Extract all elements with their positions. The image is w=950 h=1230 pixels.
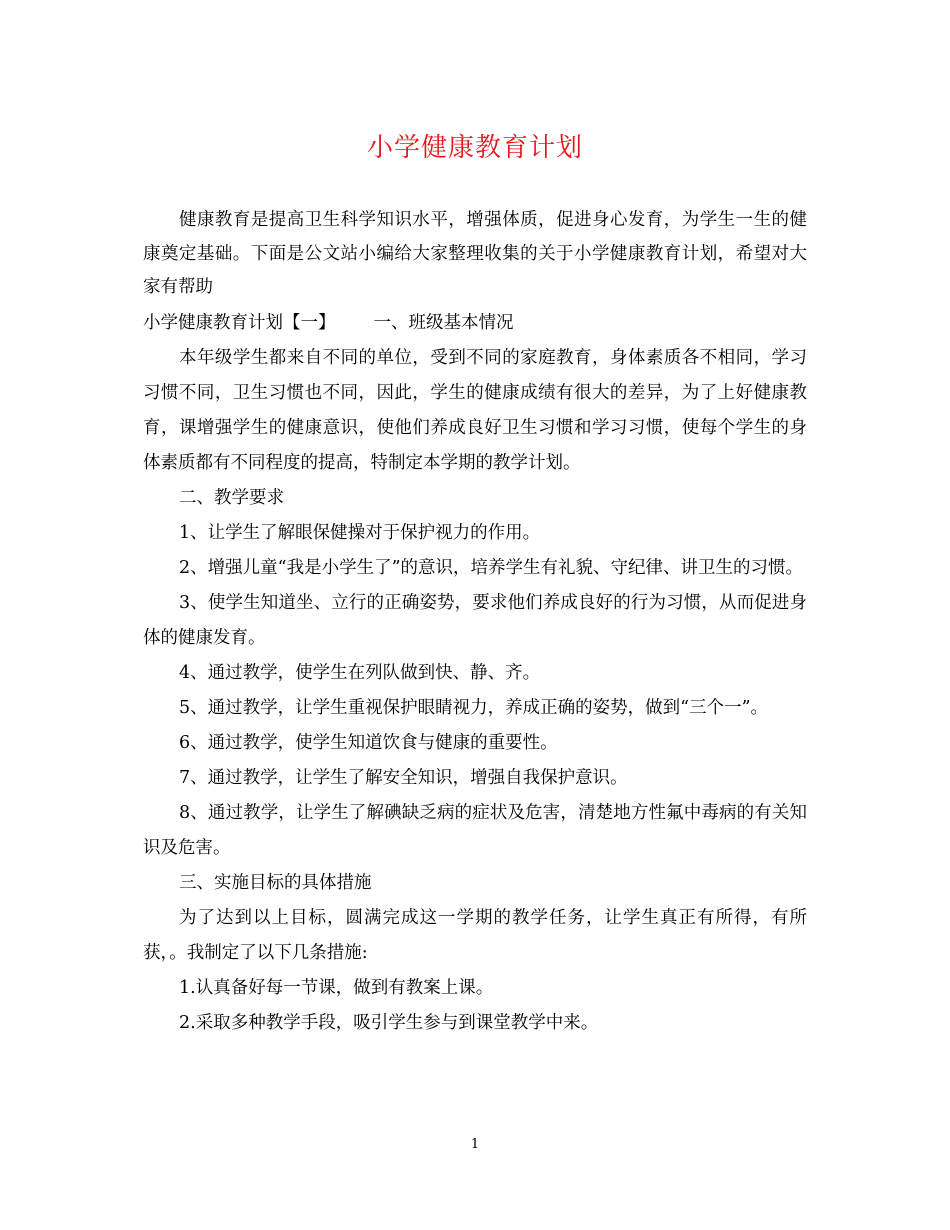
requirement-item: 7、通过教学，让学生了解安全知识，增强自我保护意识。 [179, 767, 628, 788]
requirement-item: 1、让学生了解眼保健操对于保护视力的作用。 [179, 522, 541, 543]
document-body [143, 204, 807, 1041]
page-number: 1 [470, 1137, 480, 1152]
section2-heading: 二、教学要求 [179, 487, 284, 508]
requirement-item: 8、通过教学，让学生了解碘缺乏病的症状及危害，清楚地方性氟中毒病的有关知识及危害。 [143, 802, 807, 858]
plan-heading: 小学健康教育计划【一】 [143, 312, 336, 333]
document-title: 小学健康教育计划 [366, 133, 583, 163]
plan-heading-line [143, 306, 807, 341]
requirement-item: 6、通过教学，使学生知道饮食与健康的重要性。 [179, 732, 558, 753]
measure-item: 2.采取多种教学手段，吸引学生参与到课堂教学中来。 [179, 1012, 599, 1033]
section1-paragraph: 本年级学生都来自不同的单位，受到不同的家庭教育，身体素质各不相同，学习习惯不同，卫生习惯也不同，因此，学生的健康成绩有很大的差异，为了上好健康教育，课增强学生的健康意识，使他们养成良好卫生习惯和学习习惯，使每个学生的身体素质都有不同程度的提高，特制定本学期的教学计划。 [143, 347, 807, 473]
section1-heading: 一、班级基本情况 [373, 312, 514, 333]
requirement-item: 4、通过教学，使学生在列队做到快、静、齐。 [179, 662, 541, 683]
measure-item: 1.认真备好每一节课，做到有教案上课。 [179, 977, 494, 998]
section3-heading: 三、实施目标的具体措施 [179, 872, 372, 893]
requirement-item: 3、使学生知道坐、立行的正确姿势，要求他们养成良好的行为习惯，从而促进身体的健康发育。 [143, 592, 807, 648]
requirement-item: 2、增强儿童“我是小学生了”的意识，培养学生有礼貌、守纪律、讲卫生的习惯。 [179, 557, 804, 578]
section3-paragraph: 为了达到以上目标，圆满完成这一学期的教学任务，让学生真正有所得，有所获，。我制定了以下几条措施: [143, 907, 807, 963]
intro-paragraph: 健康教育是提高卫生科学知识水平，增强体质，促进身心发育，为学生一生的健康奠定基础。下面是公文站小编给大家整理收集的关于小学健康教育计划，希望对大家有帮助 [143, 210, 807, 297]
requirement-item: 5、通过教学，让学生重视保护眼睛视力，养成正确的姿势，做到“三个一”。 [179, 697, 769, 718]
